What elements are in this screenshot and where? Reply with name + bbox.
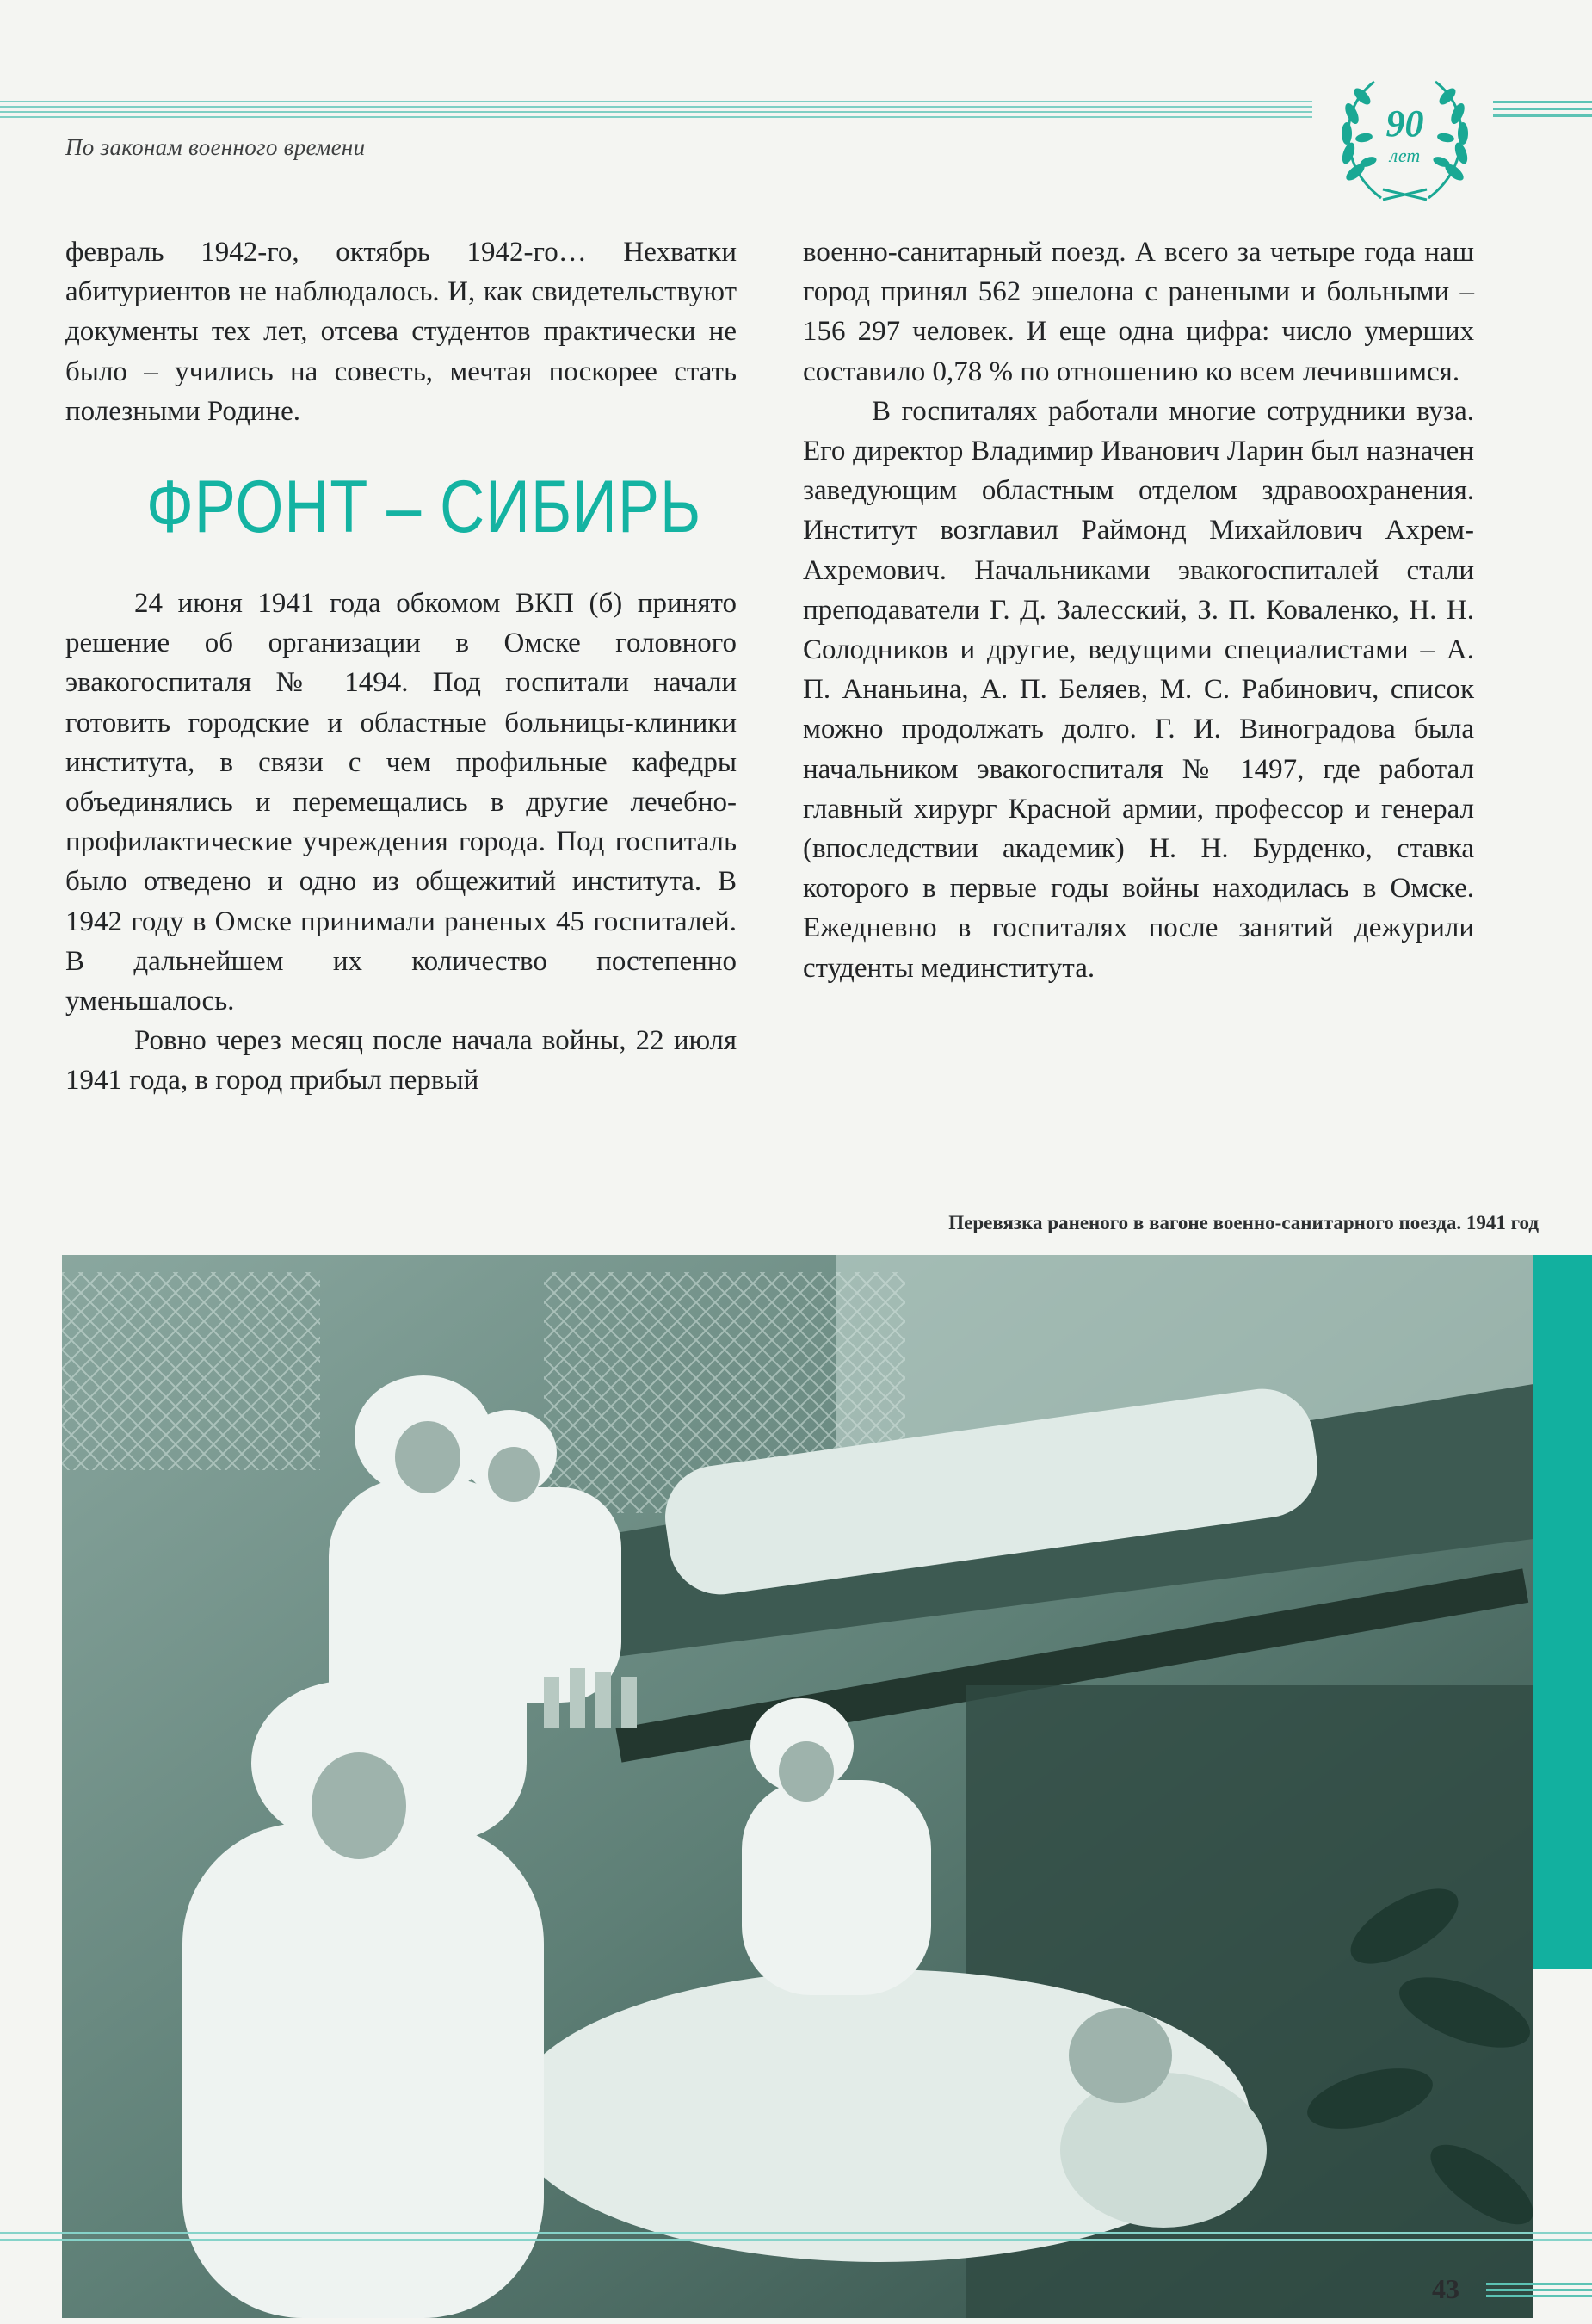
left-column-body bbox=[65, 584, 737, 1101]
historical-photo bbox=[62, 1255, 1533, 2318]
header-rule bbox=[0, 101, 1312, 120]
header-rule-right bbox=[1493, 101, 1592, 120]
left-column-intro bbox=[65, 232, 737, 431]
right-column-body bbox=[803, 232, 1474, 988]
logo-word: лет bbox=[1389, 145, 1421, 166]
section-title: ФРОНТ – СИБИРЬ bbox=[146, 466, 702, 548]
page-number: 43 bbox=[1432, 2273, 1459, 2304]
paragraph-first-train: Ровно через месяц после начала войны, 22 июля 1941 года, в город прибыл первый bbox=[65, 1025, 737, 1097]
photo-caption: Перевязка раненого в вагоне военно-санитарного поезда. 1941 год bbox=[948, 1212, 1539, 1233]
teal-side-bar bbox=[1533, 1255, 1592, 1969]
logo-number: 90 bbox=[1385, 102, 1424, 145]
running-title: По законам военного времени bbox=[65, 134, 366, 160]
intro-paragraph: февраль 1942-го, октябрь 1942-го… Нехватки абитуриентов не наблюдалось. И, как свидетельствуют документы тех лет, отсева студентов практически не было – учились на совесть, мечтая поскорее стать полезными Родине. bbox=[65, 237, 737, 427]
footer-rule-right bbox=[1486, 2283, 1592, 2296]
paragraph-evacuation-hospital: 24 июня 1941 года обкомом ВКП (б) принято решение об организации в Омске головного эвакогоспиталя № 1494. Под госпитали начали готовить городские и областные больницы-клиники института, в связи с чем профильные кафедры объединялись и перемещались в другие лечебно-профилактические учреждения города. Под госпиталь было отведено и одно из общежитий института. В 1942 году в Омске принимали раненых 45 госпиталей. В дальнейшем их количество постепенно уменьшалось. bbox=[65, 588, 737, 1017]
anniversary-logo bbox=[1330, 69, 1480, 211]
paragraph-trains-stats: военно-санитарный поезд. А всего за четыре года наш город принял 562 эшелона с ранеными и больными – 156 297 человек. И еще одна цифра: число умерших составило 0,78 % по отношению ко всем лечившимся. bbox=[803, 237, 1474, 387]
paragraph-staff-in-hospitals: В госпиталях работали многие сотрудники вуза. Его директор Владимир Иванович Ларин был назначен заведующим областным отделом здравоохранения. Институт возглавил Раймонд Михайлович Ахрем-Ахремович. Начальниками эвакогоспиталей стали преподаватели Г. Д. Залесский, З. П. Коваленко, Н. Н. Солодников и другие, ведущими специалистами – А. П. Ананьина, А. П. Беляев, М. С. Рабинович, список можно продолжать долго. Г. И. Виноградова была начальником эвакогоспиталя № 1497, где работал главный хирург Красной армии, профессор и генерал (впоследствии академик) Н. Н. Бурденко, ставка которого в первые годы войны находилась в Омске. Ежедневно в госпиталях после занятий дежурили студенты мединститута. bbox=[803, 395, 1474, 984]
